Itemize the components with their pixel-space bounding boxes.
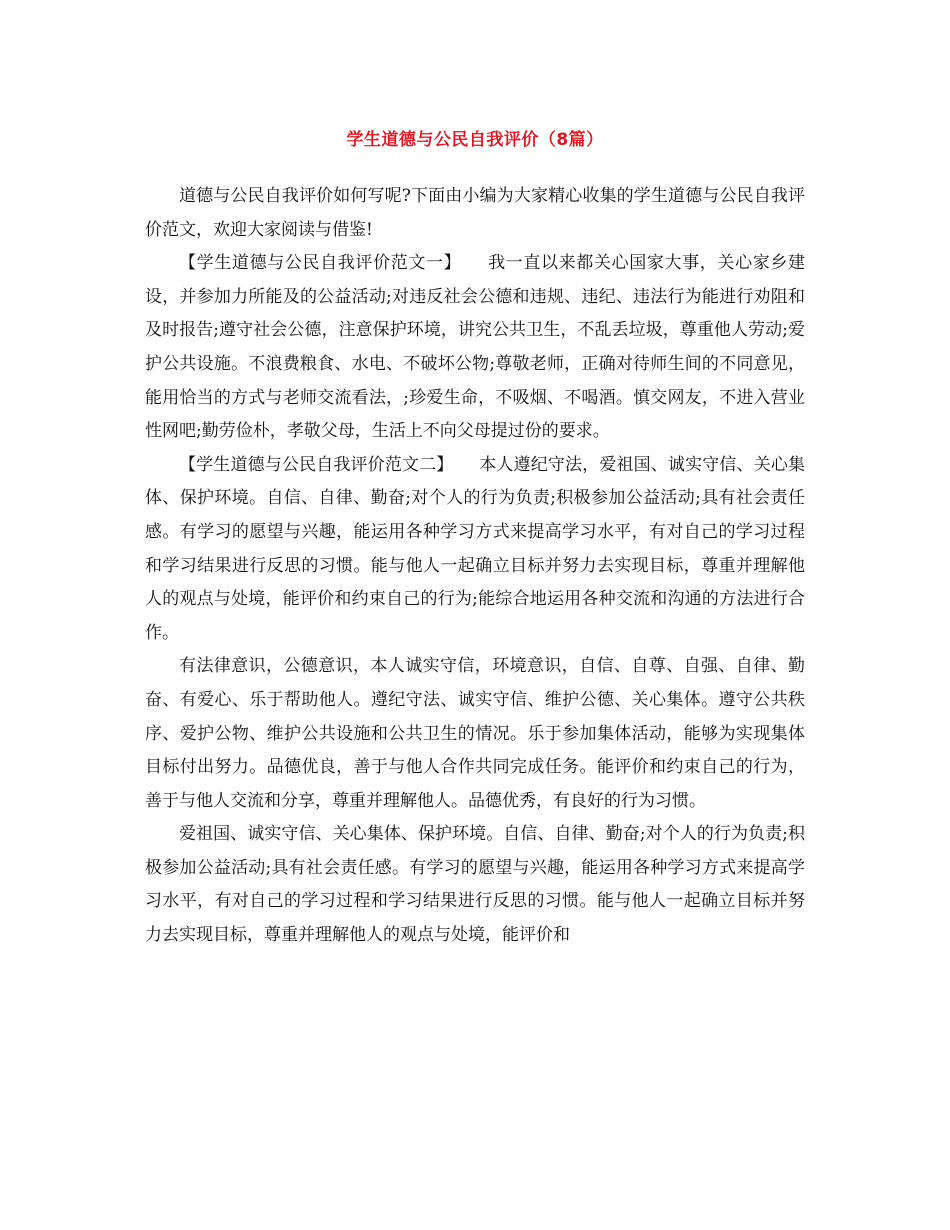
- paragraph-sample-one: 【学生道德与公民自我评价范文一】 我一直以来都关心国家大事，关心家乡建设，并参加力所能及的公益活动;对违反社会公德和违规、违纪、违法行为能进行劝阻和及时报告;遵守社会公德，注意保护环境，讲究公共卫生，不乱丢垃圾，尊重他人劳动;爱护公共设施。不浪费粮食、水电、不破坏公物;尊敬老师，正确对待师生间的不同意见，能用恰当的方式与老师交流看法，;珍爱生命，不吸烟、不喝酒。慎交网友，不进入营业性网吧;勤劳俭朴，孝敬父母，生活上不向父母提过份的要求。: [145, 253, 805, 442]
- paragraph-sample-three: 有法律意识，公德意识，本人诚实守信，环境意识，自信、自尊、自强、自律、勤奋、有爱心、乐于帮助他人。遵纪守法、诚实守信、维护公德、关心集体。遵守公共秩序、爱护公物、维护公共设施和公共卫生的情况。乐于参加集体活动，能够为实现集体目标付出努力。品德优良，善于与他人合作共同完成任务。能评价和约束自己的行为，善于与他人交流和分享，尊重并理解他人。品德优秀，有良好的行为习惯。: [145, 656, 805, 811]
- paragraph-intro: 道德与公民自我评价如何写呢?下面由小编为大家精心收集的学生道德与公民自我评价范文，欢迎大家阅读与借鉴!: [145, 186, 805, 240]
- document-body: [145, 180, 805, 953]
- paragraph-sample-two: 【学生道德与公民自我评价范文二】 本人遵纪守法，爱祖国、诚实守信、关心集体、保护环境。自信、自律、勤奋;对个人的行为负责;积极参加公益活动;具有社会责任感。有学习的愿望与兴趣，能运用各种学习方式来提高学习水平，有对自己的学习过程和学习结果进行反思的习惯。能与他人一起确立目标并努力去实现目标，尊重并理解他人的观点与处境，能评价和约束自己的行为;能综合地运用各种交流和沟通的方法进行合作。: [145, 454, 805, 643]
- paragraph-sample-four: 爱祖国、诚实守信、关心集体、保护环境。自信、自律、勤奋;对个人的行为负责;积极参加公益活动;具有社会责任感。有学习的愿望与兴趣，能运用各种学习方式来提高学习水平，有对自己的学习过程和学习结果进行反思的习惯。能与他人一起确立目标并努力去实现目标，尊重并理解他人的观点与处境，能评价和: [145, 824, 805, 946]
- document-title: 学生道德与公民自我评价（8篇）: [346, 130, 604, 150]
